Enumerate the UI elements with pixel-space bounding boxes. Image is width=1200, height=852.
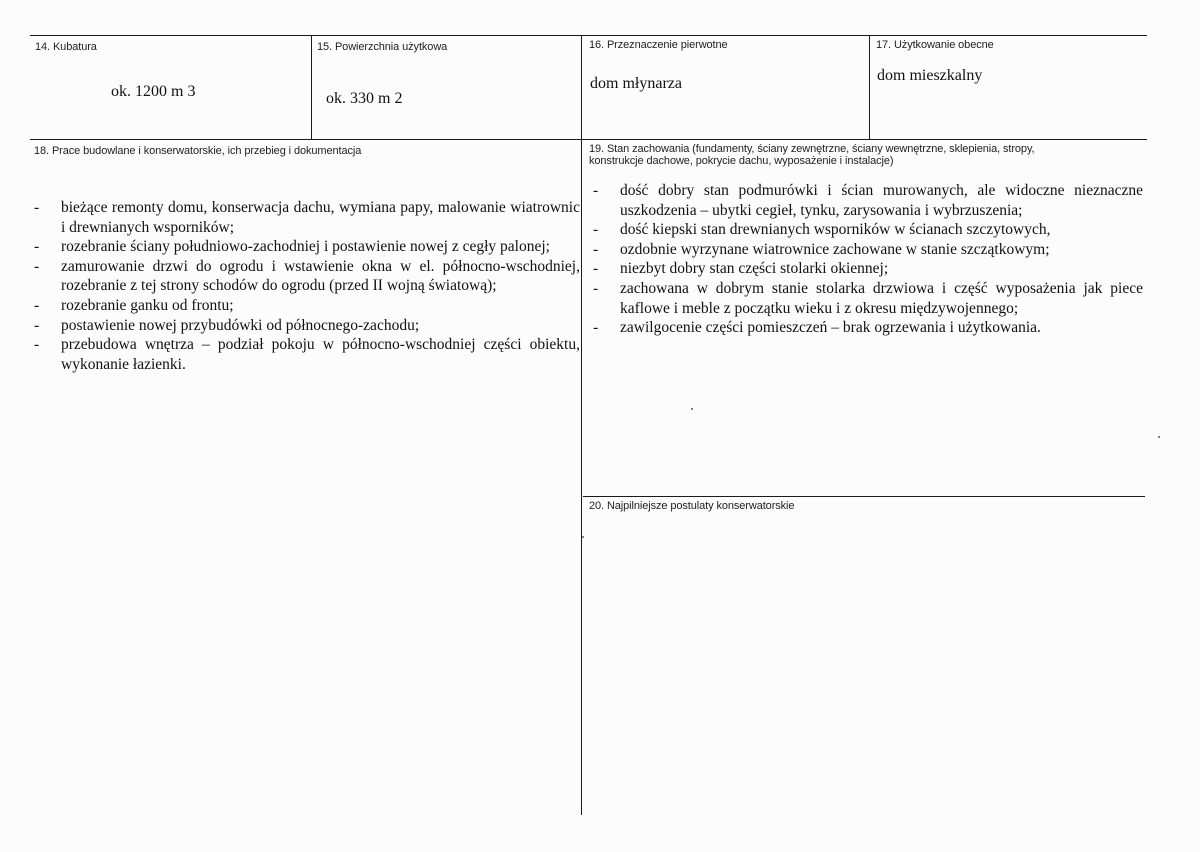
list-item	[34, 316, 580, 336]
list-item	[34, 296, 580, 316]
list-item	[34, 237, 580, 257]
scan-speck	[1158, 436, 1160, 438]
bullet-dash: -	[34, 199, 40, 216]
prace-item-text: przebudowa wnętrza – podział pokoju w północno-wschodniej części obiektu, wykonanie łazienki.	[61, 336, 580, 373]
stan-item-text: dość kiepski stan drewnianych wsporników w ścianach szczytowych,	[620, 221, 1051, 239]
bullet-dash: -	[34, 238, 40, 256]
kubatura-value: ok. 1200 m 3	[111, 83, 196, 100]
list-item	[34, 257, 580, 296]
bullet-dash: -	[593, 240, 599, 258]
list-item	[593, 279, 1143, 318]
prace-item-text: rozebranie ganku od frontu;	[61, 296, 234, 314]
prace-item-text: postawienie nowej przybudówki od północnego-zachodu;	[61, 316, 420, 334]
prace-list	[34, 198, 580, 374]
stan-item-text: ozdobnie wyrzynane wiatrownice zachowane w stanie szczątkowym;	[620, 240, 1050, 258]
powierzchnia-label: 15. Powierzchnia użytkowa	[317, 41, 448, 53]
powierzchnia-value: ok. 330 m 2	[326, 90, 403, 107]
postulaty-label: 20. Najpilniejsze postulaty konserwatorskie	[589, 500, 795, 512]
stan-label-line-1: 19. Stan zachowania (fundamenty, ściany zewnętrzne, ściany wewnętrzne, sklepienia, stropy,	[589, 143, 1035, 155]
stan-item-text: niezbyt dobry stan części stolarki okiennej;	[620, 260, 889, 278]
bullet-dash: -	[593, 221, 599, 239]
col-divider-16-17	[869, 35, 870, 139]
stan-item-text: zawilgocenie części pomieszczeń – brak ogrzewania i użytkowania.	[620, 319, 1041, 337]
list-item	[593, 220, 1143, 240]
section-20-divider-line	[583, 496, 1145, 497]
list-item	[593, 181, 1143, 220]
stan-item-text: dość dobry stan podmurówki i ścian murowanych, ale widoczne nieznaczne uszkodzenia – ubytki cegieł, tynku, zarysowania i wybrzuszenia;	[620, 182, 1143, 219]
bullet-dash: -	[593, 260, 599, 278]
bullet-dash: -	[34, 336, 40, 354]
top-border-line	[30, 35, 1147, 36]
prace-label: 18. Prace budowlane i konserwatorskie, ich przebieg i dokumentacja	[34, 145, 362, 157]
scan-speck	[582, 536, 584, 538]
list-item	[593, 240, 1143, 260]
stan-item-text: zachowana w dobrym stanie stolarka drzwiowa i część wyposażenia jak piece kaflowe i meble z początku wieku i z okresu międzywojennego;	[620, 279, 1143, 317]
scan-speck	[691, 408, 693, 410]
col-divider-14-15	[311, 35, 312, 139]
uzytkowanie-label: 17. Użytkowanie obecne	[876, 39, 994, 51]
kubatura-label: 14. Kubatura	[35, 41, 97, 53]
bullet-dash: -	[34, 257, 40, 275]
stan-label-line-2: konstrukcje dachowe, pokrycie dachu, wyposażenie i instalacje)	[589, 155, 894, 167]
stan-list	[593, 181, 1143, 338]
prace-item-text: bieżące remonty domu, konserwacja dachu, wymiana papy, malowanie wiatrownic i drewnianych wsporników;	[61, 199, 580, 236]
bullet-dash: -	[34, 316, 40, 334]
row-divider-line	[30, 139, 1147, 140]
col-divider-main	[581, 35, 582, 815]
bullet-dash: -	[593, 279, 599, 297]
bullet-dash: -	[593, 319, 599, 337]
list-item	[593, 318, 1143, 338]
przeznaczenie-value: dom młynarza	[590, 75, 682, 92]
bullet-dash: -	[593, 182, 599, 199]
list-item	[34, 335, 580, 374]
list-item	[593, 259, 1143, 279]
przeznaczenie-label: 16. Przeznaczenie pierwotne	[589, 39, 728, 51]
uzytkowanie-value: dom mieszkalny	[877, 67, 983, 84]
prace-item-text: zamurowanie drzwi do ogrodu i wstawienie okna w el. północno-wschodniej, rozebranie z tej strony schodów do ogrodu (przed II wojną światową);	[61, 257, 580, 295]
list-item	[34, 198, 580, 237]
bullet-dash: -	[34, 296, 40, 314]
prace-item-text: rozebranie ściany południowo-zachodniej i postawienie nowej z cegły palonej;	[61, 238, 550, 256]
